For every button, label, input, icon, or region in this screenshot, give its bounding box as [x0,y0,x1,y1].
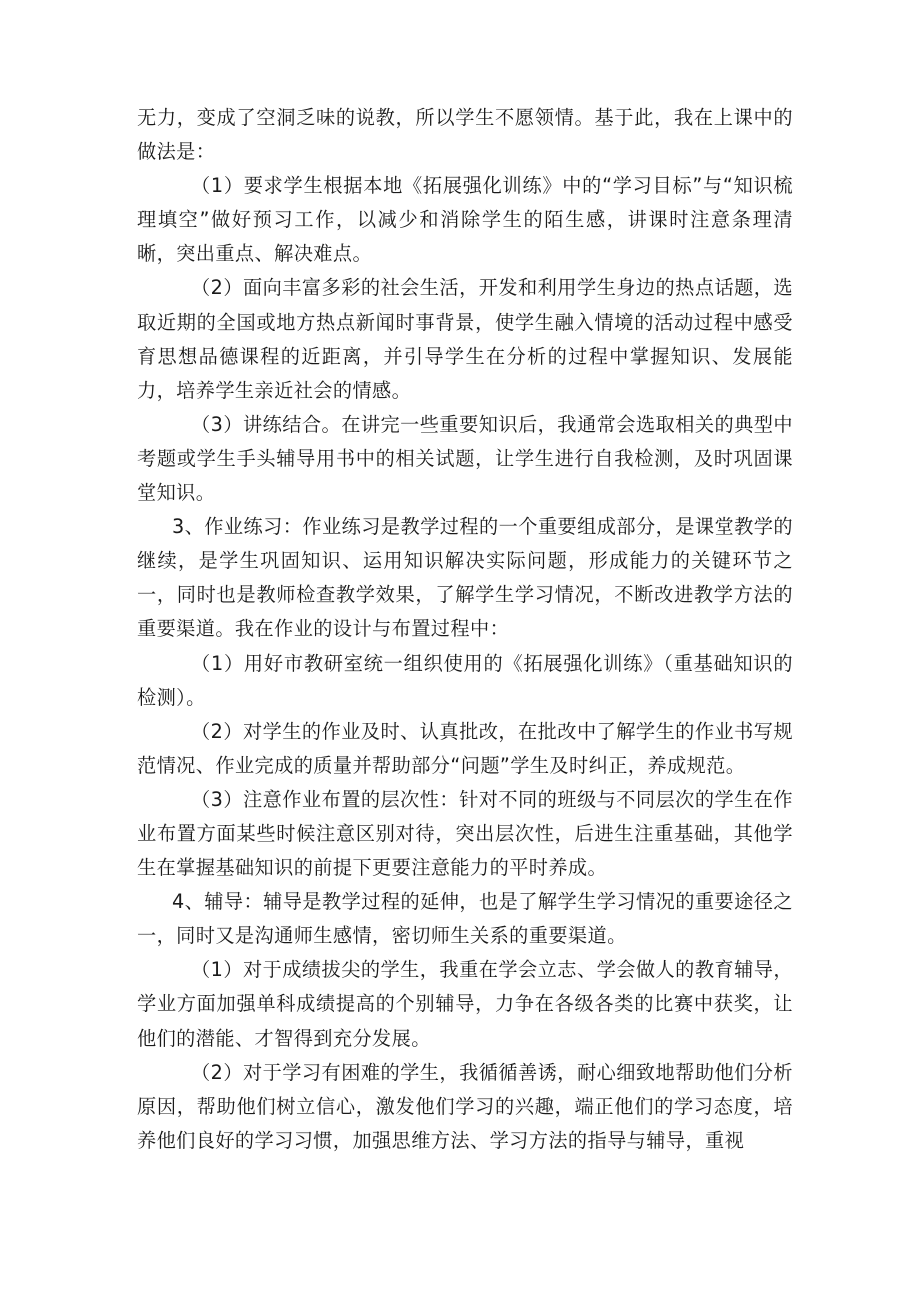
paragraph: 3、作业练习：作业练习是教学过程的一个重要组成部分，是课堂教学的继续，是学生巩固知识、运用知识解决实际问题，形成能力的关键环节之一，同时也是教师检查教学效果，了解学生学习情况，不断改进教学方法的重要渠道。我在作业的设计与布置过程中： [137,515,793,641]
paragraph: 4、辅导：辅导是教学过程的延伸，也是了解学生学习情况的重要途径之一，同时又是沟通师生感情，密切师生关系的重要渠道。 [137,890,793,948]
paragraph: （2）对于学习有困难的学生，我循循善诱，耐心细致地帮助他们分析原因，帮助他们树立信心，激发他们学习的兴趣，端正他们的学习态度，培养他们良好的学习习惯，加强思维方法、学习方法的指导与辅导，重视 [137,1060,793,1152]
paragraph: （1）对于成绩拔尖的学生，我重在学会立志、学会做人的教育辅导，学业方面加强单科成绩提高的个别辅导，力争在各级各类的比赛中获奖，让他们的潜能、才智得到充分发展。 [137,958,793,1050]
paragraph: （2）面向丰富多彩的社会生活，开发和利用学生身边的热点话题，选取近期的全国或地方热点新闻时事背景，使学生融入情境的活动过程中感受育思想品德课程的近距离，并引导学生在分析的过程中掌握知识、发展能力，培养学生亲近社会的情感。 [137,276,793,402]
paragraph: （2）对学生的作业及时、认真批改，在批改中了解学生的作业书写规范情况、作业完成的质量并帮助部分“问题”学生及时纠正，养成规范。 [137,719,793,777]
paragraph: （1）用好市教研室统一组织使用的《拓展强化训练》（重基础知识的检测）。 [137,651,793,709]
paragraph: （3）注意作业布置的层次性：针对不同的班级与不同层次的学生在作业布置方面某些时候注意区别对待，突出层次性，后进生注重基础，其他学生在掌握基础知识的前提下更要注意能力的平时养成。 [137,787,793,880]
paragraph: 无力，变成了空洞乏味的说教，所以学生不愿领情。基于此，我在上课中的做法是： [137,106,793,164]
document-body [137,101,793,1158]
paragraph: （1）要求学生根据本地《拓展强化训练》中的“学习目标”与“知识梳理填空”做好预习工作，以减少和消除学生的陌生感，讲课时注意条理清晰，突出重点、解决难点。 [137,174,793,266]
paragraph: （3）讲练结合。在讲完一些重要知识后，我通常会选取相关的典型中考题或学生手头辅导用书中的相关试题，让学生进行自我检测，及时巩固课堂知识。 [137,412,793,505]
